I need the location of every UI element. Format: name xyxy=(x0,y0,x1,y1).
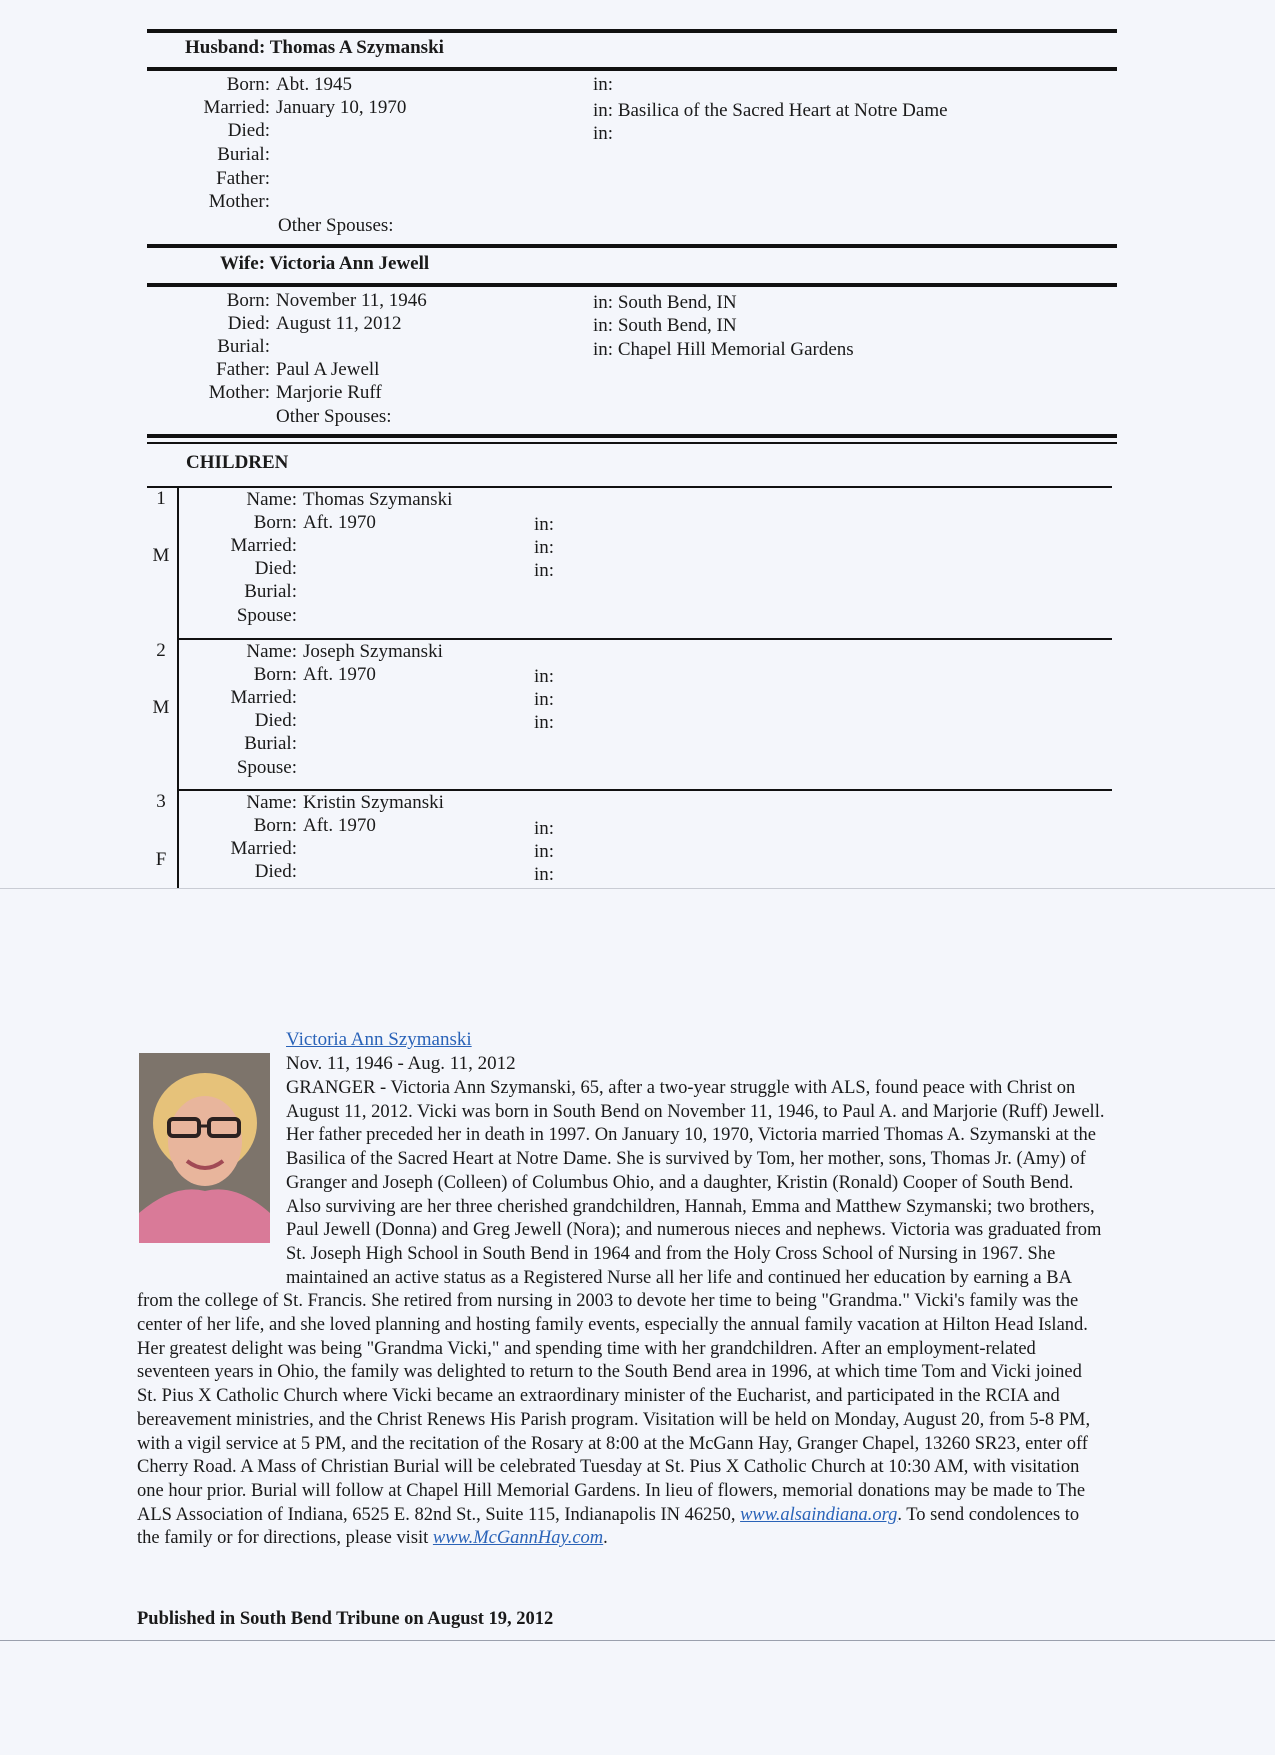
wife-father-row: Father: Paul A Jewell xyxy=(216,359,380,380)
husband-burial-row: Burial: xyxy=(217,144,270,165)
husband-married-place: in: Basilica of the Sacred Heart at Notre Dame xyxy=(593,100,948,121)
child-name-row: Name: Thomas Szymanski xyxy=(246,489,453,510)
child-sex: F xyxy=(155,849,167,870)
wife-name: Victoria Ann Jewell xyxy=(269,253,430,274)
in-label: in: xyxy=(534,537,555,558)
child-number: 3 xyxy=(156,791,166,812)
published-note: Published in South Bend Tribune on August 19, 2012 xyxy=(137,1609,554,1629)
in-label: in: xyxy=(534,666,555,687)
photo-spacer xyxy=(137,1077,286,1267)
obituary-name-link[interactable]: Victoria Ann Szymanski xyxy=(286,1029,472,1050)
child-born-row: Born: Aft. 1970 xyxy=(253,664,376,685)
wife-burial-row: Burial: xyxy=(217,336,270,357)
child-married-row: Married: xyxy=(230,535,297,556)
child-number: 2 xyxy=(156,640,166,661)
husband-married-row: Married: January 10, 1970 xyxy=(203,97,407,118)
husband-mother-row: Mother: xyxy=(208,191,270,212)
divider xyxy=(147,244,1117,248)
divider xyxy=(147,283,1117,287)
child-burial-row: Burial: xyxy=(244,733,297,754)
divider xyxy=(147,67,1117,71)
child-sex: M xyxy=(152,545,170,566)
child-spouse-row: Spouse: xyxy=(236,757,297,778)
in-label: in: xyxy=(534,841,555,862)
husband-died-row: Died: xyxy=(227,120,270,141)
in-label: in: xyxy=(534,689,555,710)
child-name-row: Name: Kristin Szymanski xyxy=(246,792,444,813)
husband-other-spouses: Other Spouses: xyxy=(278,215,394,236)
wife-born-row: Born: November 11, 1946 xyxy=(226,290,427,311)
child-died-row: Died: xyxy=(254,710,297,731)
scan-edge xyxy=(0,888,1275,889)
wife-other-spouses: Other Spouses: xyxy=(276,406,392,427)
in-label: in: xyxy=(534,560,555,581)
husband-died-place: in: xyxy=(593,123,614,144)
in-label: in: xyxy=(534,818,555,839)
husband-father-row: Father: xyxy=(216,168,270,189)
in-label: in: xyxy=(534,864,555,885)
divider xyxy=(147,29,1117,33)
wife-burial-place: in: Chapel Hill Memorial Gardens xyxy=(593,339,854,360)
divider xyxy=(147,434,1117,438)
husband-heading: Husband: Thomas A Szymanski xyxy=(185,37,444,58)
husband-name: Thomas A Szymanski xyxy=(269,37,444,58)
child-died-row: Died: xyxy=(254,558,297,579)
in-label: in: xyxy=(534,712,555,733)
wife-died-row: Died: August 11, 2012 xyxy=(227,313,402,334)
children-left-border xyxy=(177,486,179,888)
child-born-row: Born: Aft. 1970 xyxy=(253,815,376,836)
child-married-row: Married: xyxy=(230,838,297,859)
child-married-row: Married: xyxy=(230,687,297,708)
wife-heading: Wife: Victoria Ann Jewell xyxy=(220,253,430,274)
obituary-body: GRANGER - Victoria Ann Szymanski, 65, after a two-year struggle with ALS, found peace with Christ on August 11, 2012. Vicki was born in South Bend on November 11, 1946, to Paul A. and Marjorie (Ruff) Jewell. Her father preceded her in death in 1997. On January 10, 1970, Victoria married Thomas A. Szymanski at the Basilica of the Sacred Heart at Notre Dame. She is survived by Tom, her mother, sons, Thomas Jr. (Amy) of Granger and Joseph (Colleen) of Columbus Ohio, and a daughter, Kristin (Ronald) Cooper of South Bend. Also surviving are her three cherished grandchildren, Hannah, Emma and Matthew Szymanski; two brothers, Paul Jewell (Donna) and Greg Jewell (Nora); and numerous nieces and nephews. Victoria was graduated from St. Joseph High School in South Bend in 1964 and from the Holy Cross School of Nursing in 1967. She maintained an active status as a Registered Nurse all her life and continued her education by earning a BA from the college of St. Francis. She retired from nursing in 2003 to devote her time to being "Grandma." Vicki's family was the center of her life, and she loved planning and hosting family events, especially the annual family vacation at Hilton Head Island. Her greatest delight was being "Grandma Vicki," and spending time with her grandchildren. After an employment-related seventeen years in Ohio, the family was delighted to return to the South Bend area in 1996, at which time Tom and Vicki joined St. Pius X Catholic Church where Vicki became an extraordinary minister of the Eucharist, and participated in the RCIA and bereavement ministries, and the Christ Renews His Parish program. Visitation will be held on Monday, August 20, from 5-8 PM, with a vigil service at 5 PM, and the recitation of the Rosary at 8:00 at the McGann Hay, Granger Chapel, 13260 SR23, enter off Cherry Road. A Mass of Christian Burial will be celebrated Tuesday at St. Pius X Catholic Church at 10:30 AM, with visitation one hour prior. Burial will follow at Chapel Hill Memorial Gardens. In lieu of flowers, memorial donations may be made to The ALS Association of Indiana, 6525 E. 82nd St., Suite 115, Indianapolis IN 46250, www.alsaindiana.org. To send condolences to the family or for directions, please visit www.McGannHay.com. xyxy=(137,1078,1105,1549)
als-link[interactable]: www.alsaindiana.org xyxy=(740,1504,898,1525)
scan-edge xyxy=(0,1640,1275,1641)
obituary-dates: Nov. 11, 1946 - Aug. 11, 2012 xyxy=(286,1053,516,1074)
husband-born-row: Born: Abt. 1945 xyxy=(226,74,352,95)
children-heading: CHILDREN xyxy=(186,452,289,473)
wife-born-place: in: South Bend, IN xyxy=(593,292,737,313)
child-born-row: Born: Aft. 1970 xyxy=(253,512,376,533)
child-sex: M xyxy=(152,697,170,718)
wife-died-place: in: South Bend, IN xyxy=(593,315,737,336)
wife-mother-row: Mother: Marjorie Ruff xyxy=(208,382,382,403)
mcgannhay-link[interactable]: www.McGannHay.com xyxy=(432,1528,604,1549)
child-number: 1 xyxy=(156,488,166,509)
husband-born-place: in: xyxy=(593,74,614,95)
child-name-row: Name: Joseph Szymanski xyxy=(246,641,443,662)
in-label: in: xyxy=(534,514,555,535)
child-spouse-row: Spouse: xyxy=(236,605,297,626)
child-burial-row: Burial: xyxy=(244,581,297,602)
child-died-row: Died: xyxy=(254,861,297,882)
divider xyxy=(147,442,1117,444)
